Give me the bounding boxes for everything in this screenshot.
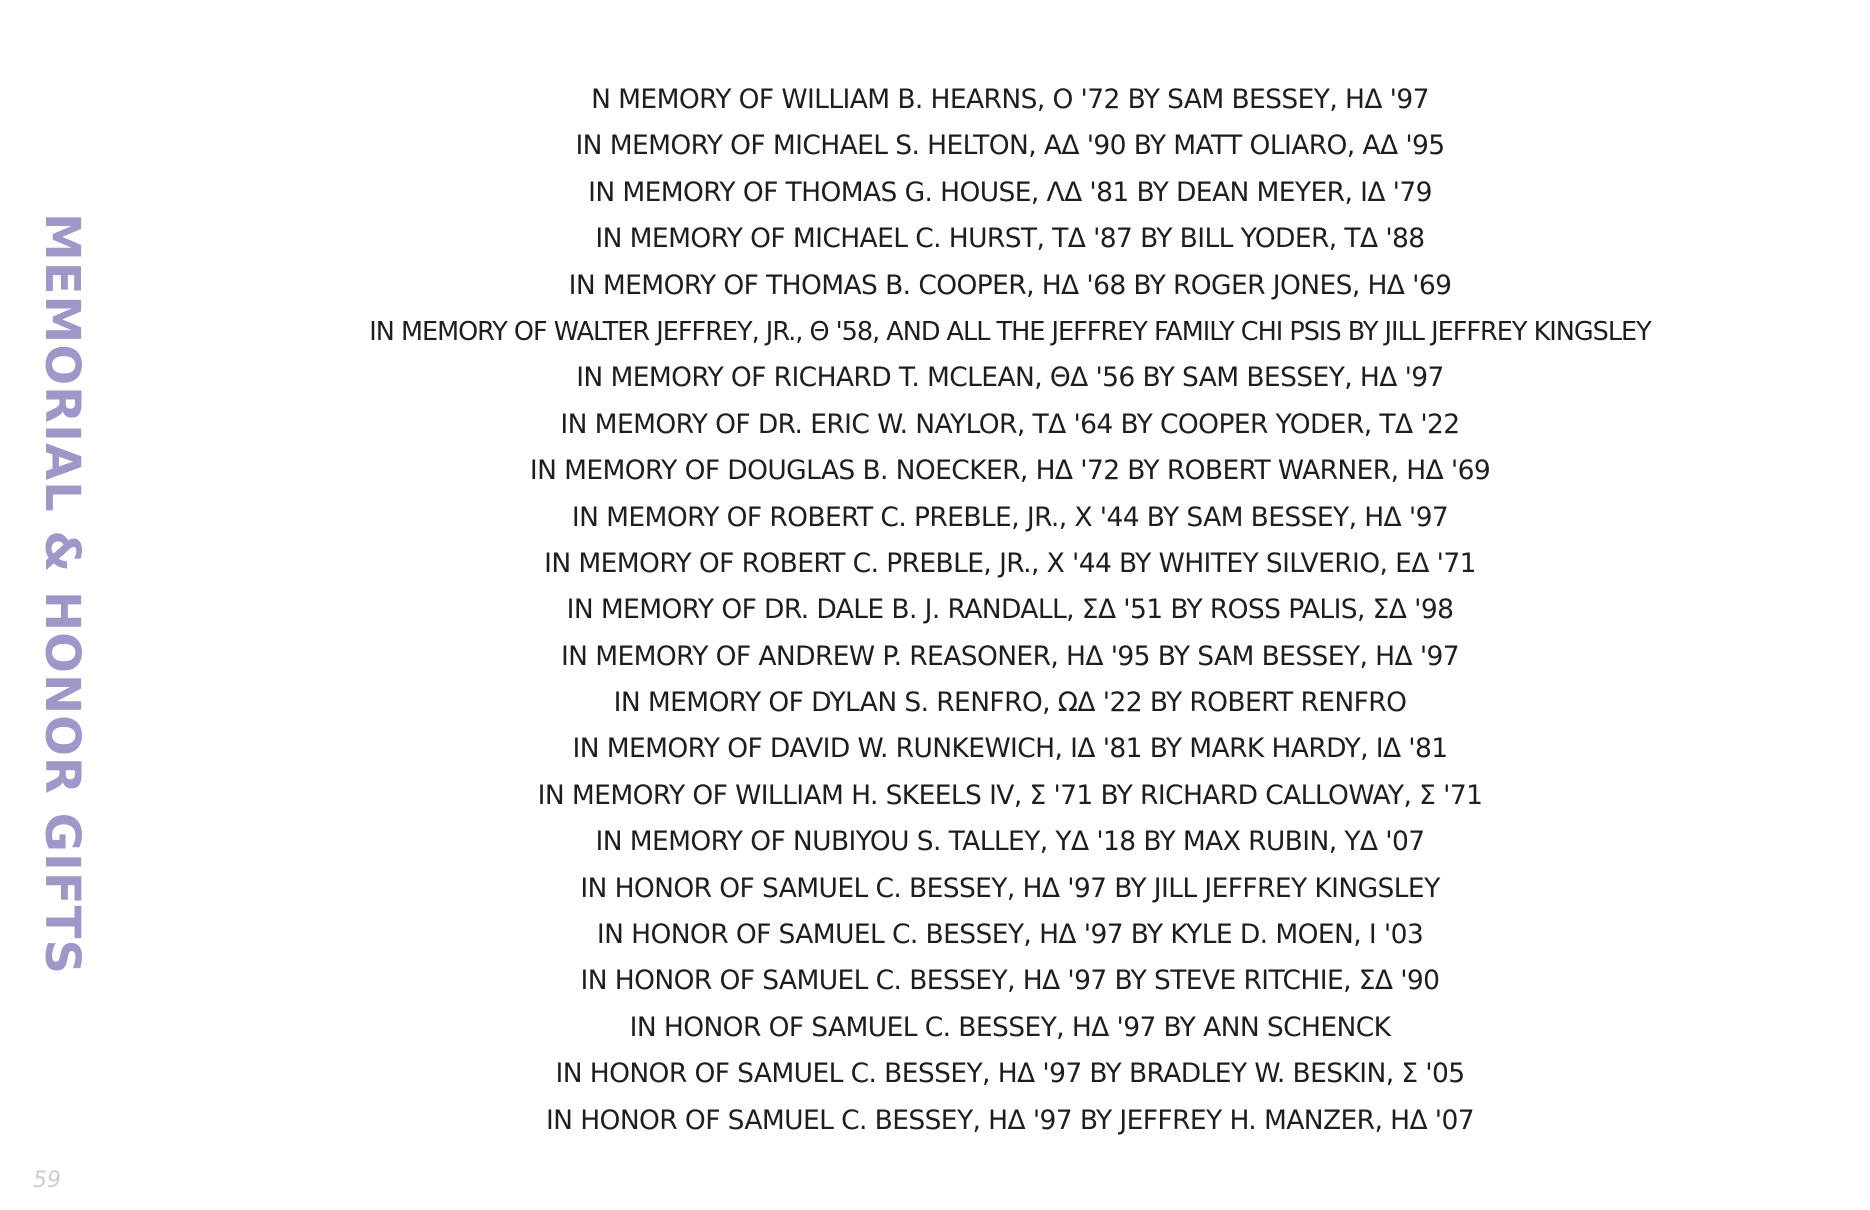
gift-entry: IN MEMORY OF WILLIAM H. SKEELS IV, Σ '71 BY RICHARD CALLOWAY, Σ '71 — [537, 779, 1483, 811]
side-title: MEMORIAL & HONOR GIFTS — [34, 213, 90, 975]
gift-entry: IN MEMORY OF THOMAS B. COOPER, HΔ '68 BY ROGER JONES, HΔ '69 — [568, 269, 1452, 301]
gift-entry: IN MEMORY OF NUBIYOU S. TALLEY, YΔ '18 BY MAX RUBIN, YΔ '07 — [595, 826, 1425, 858]
gift-entry: IN MEMORY OF DOUGLAS B. NOECKER, HΔ '72 BY ROBERT WARNER, HΔ '69 — [529, 455, 1491, 487]
gift-entry: IN MEMORY OF DR. ERIC W. NAYLOR, TΔ '64 BY COOPER YODER, TΔ '22 — [560, 408, 1460, 440]
gift-entry: IN MEMORY OF WALTER JEFFREY, JR., Θ '58, AND ALL THE JEFFREY FAMILY CHI PSIS BY JILL JEFFREY KINGSLEY — [369, 316, 1651, 347]
gift-list — [150, 77, 1870, 1144]
gift-entry: IN MEMORY OF RICHARD T. MCLEAN, ΘΔ '56 BY SAM BESSEY, HΔ '97 — [576, 362, 1444, 394]
gift-entry: IN HONOR OF SAMUEL C. BESSEY, HΔ '97 BY STEVE RITCHIE, ΣΔ '90 — [580, 965, 1440, 997]
page-number: 59 — [33, 1168, 61, 1193]
gift-entry: IN MEMORY OF DR. DALE B. J. RANDALL, ΣΔ '51 BY ROSS PALIS, ΣΔ '98 — [566, 594, 1454, 626]
gift-entry: IN HONOR OF SAMUEL C. BESSEY, HΔ '97 BY BRADLEY W. BESKIN, Σ '05 — [555, 1058, 1465, 1090]
gift-entry: N MEMORY OF WILLIAM B. HEARNS, O '72 BY SAM BESSEY, HΔ '97 — [591, 84, 1429, 115]
gift-entry: IN MEMORY OF DAVID W. RUNKEWICH, IΔ '81 BY MARK HARDY, IΔ '81 — [572, 733, 1448, 765]
gift-entry: IN HONOR OF SAMUEL C. BESSEY, HΔ '97 BY JILL JEFFREY KINGSLEY — [580, 872, 1440, 904]
gift-entry: IN MEMORY OF ROBERT C. PREBLE, JR., X '44 BY SAM BESSEY, HΔ '97 — [571, 501, 1449, 533]
gift-entry: IN MEMORY OF ANDREW P. REASONER, HΔ '95 BY SAM BESSEY, HΔ '97 — [560, 640, 1460, 672]
gift-entry: IN MEMORY OF ROBERT C. PREBLE, JR., X '44 BY WHITEY SILVERIO, EΔ '71 — [544, 547, 1476, 579]
gift-entry: IN MEMORY OF MICHAEL S. HELTON, AΔ '90 BY MATT OLIARO, AΔ '95 — [575, 130, 1445, 162]
gift-entry: IN HONOR OF SAMUEL C. BESSEY, HΔ '97 BY ANN SCHENCK — [629, 1011, 1391, 1043]
gift-entry: IN HONOR OF SAMUEL C. BESSEY, HΔ '97 BY KYLE D. MOEN, I '03 — [596, 919, 1424, 951]
gift-entry: IN MEMORY OF DYLAN S. RENFRO, ΩΔ '22 BY ROBERT RENFRO — [613, 687, 1407, 719]
gift-entry: IN HONOR OF SAMUEL C. BESSEY, HΔ '97 BY JEFFREY H. MANZER, HΔ '07 — [545, 1104, 1475, 1136]
gift-entry: IN MEMORY OF MICHAEL C. HURST, TΔ '87 BY BILL YODER, TΔ '88 — [595, 223, 1425, 255]
gift-entry: IN MEMORY OF THOMAS G. HOUSE, ΛΔ '81 BY DEAN MEYER, IΔ '79 — [588, 176, 1432, 208]
